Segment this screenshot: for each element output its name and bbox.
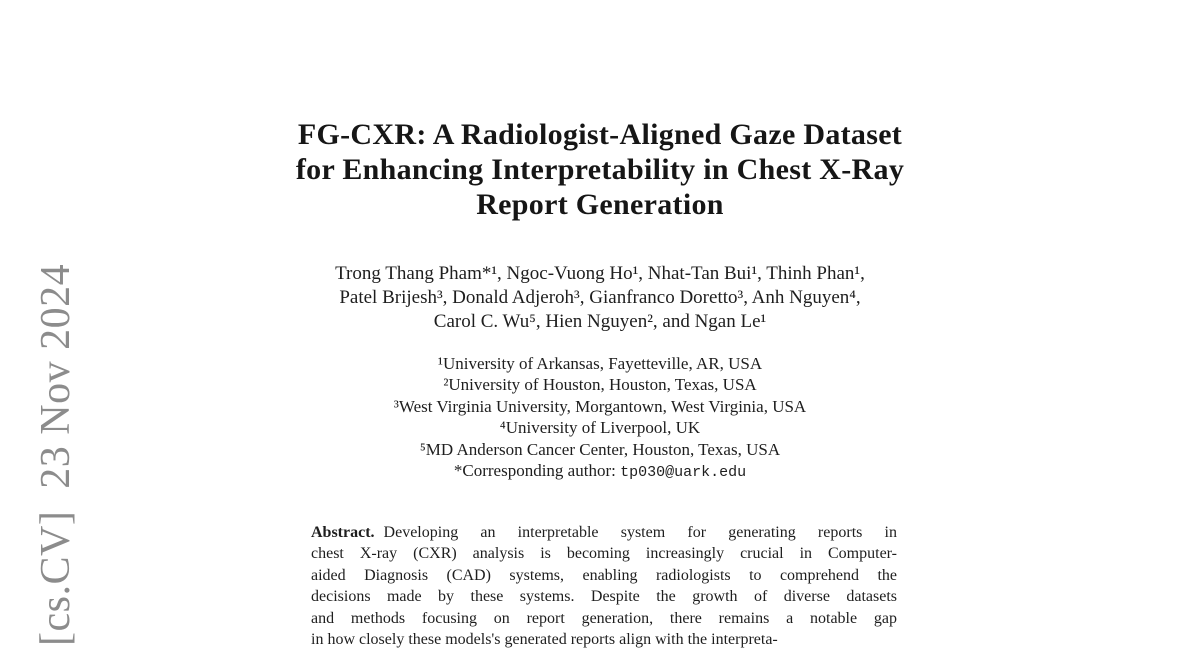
arxiv-watermark: [cs.CV] 23 Nov 2024 [33, 263, 79, 646]
abstract-line-4: decisions made by these systems. Despite the growth of diverse datasets [311, 588, 897, 606]
affiliation-3: ³West Virginia University, Morgantown, West Virginia, USA [393, 396, 807, 416]
abstract-line-2: chest X-ray (CXR) analysis is becoming increasingly crucial in Computer- [311, 545, 897, 563]
author-line-3: Carol C. Wu⁵, Hien Nguyen², and Ngan Le¹ [433, 311, 767, 332]
abstract-line-5: and methods focusing on report generation, there remains a notable gap [311, 609, 897, 627]
author-line-2: Patel Brijesh³, Donald Adjeroh³, Gianfranco Doretto³, Anh Nguyen⁴, [339, 287, 861, 308]
author-line-1: Trong Thang Pham*¹, Ngoc-Vuong Ho¹, Nhat-Tan Bui¹, Thinh Phan¹, [335, 263, 865, 284]
title-line-3: Report Generation [476, 188, 724, 221]
corresponding-email: tp030@uark.edu [620, 464, 747, 482]
affiliation-4: ⁴University of Liverpool, UK [499, 418, 701, 438]
paper-title [0, 117, 1200, 222]
affiliation-1: ¹University of Arkansas, Fayetteville, AR, USA [437, 354, 763, 373]
abstract-block [311, 522, 897, 650]
title-line-1: FG-CXR: A Radiologist-Aligned Gaze Dataset [297, 118, 903, 151]
affiliation-list [0, 353, 1200, 483]
abstract-line-1-text: Developing an interpretable system for generating reports in [383, 524, 897, 541]
corresponding-author-label: *Corresponding author: [453, 461, 621, 481]
abstract-line-6: in how closely these models's generated reports align with the interpreta- [311, 631, 778, 649]
abstract-line-3: aided Diagnosis (CAD) systems, enabling radiologists to comprehend the [311, 566, 897, 584]
affiliation-5: ⁵MD Anderson Cancer Center, Houston, Texas, USA [419, 439, 781, 459]
abstract-label: Abstract. [311, 524, 375, 541]
affiliation-2: ²University of Houston, Houston, Texas, USA [443, 375, 757, 395]
corresponding-author-line [0, 460, 1200, 483]
title-line-2: for Enhancing Interpretability in Chest X-Ray [295, 153, 905, 186]
abstract-line-1 [311, 522, 897, 543]
author-list [0, 262, 1200, 334]
